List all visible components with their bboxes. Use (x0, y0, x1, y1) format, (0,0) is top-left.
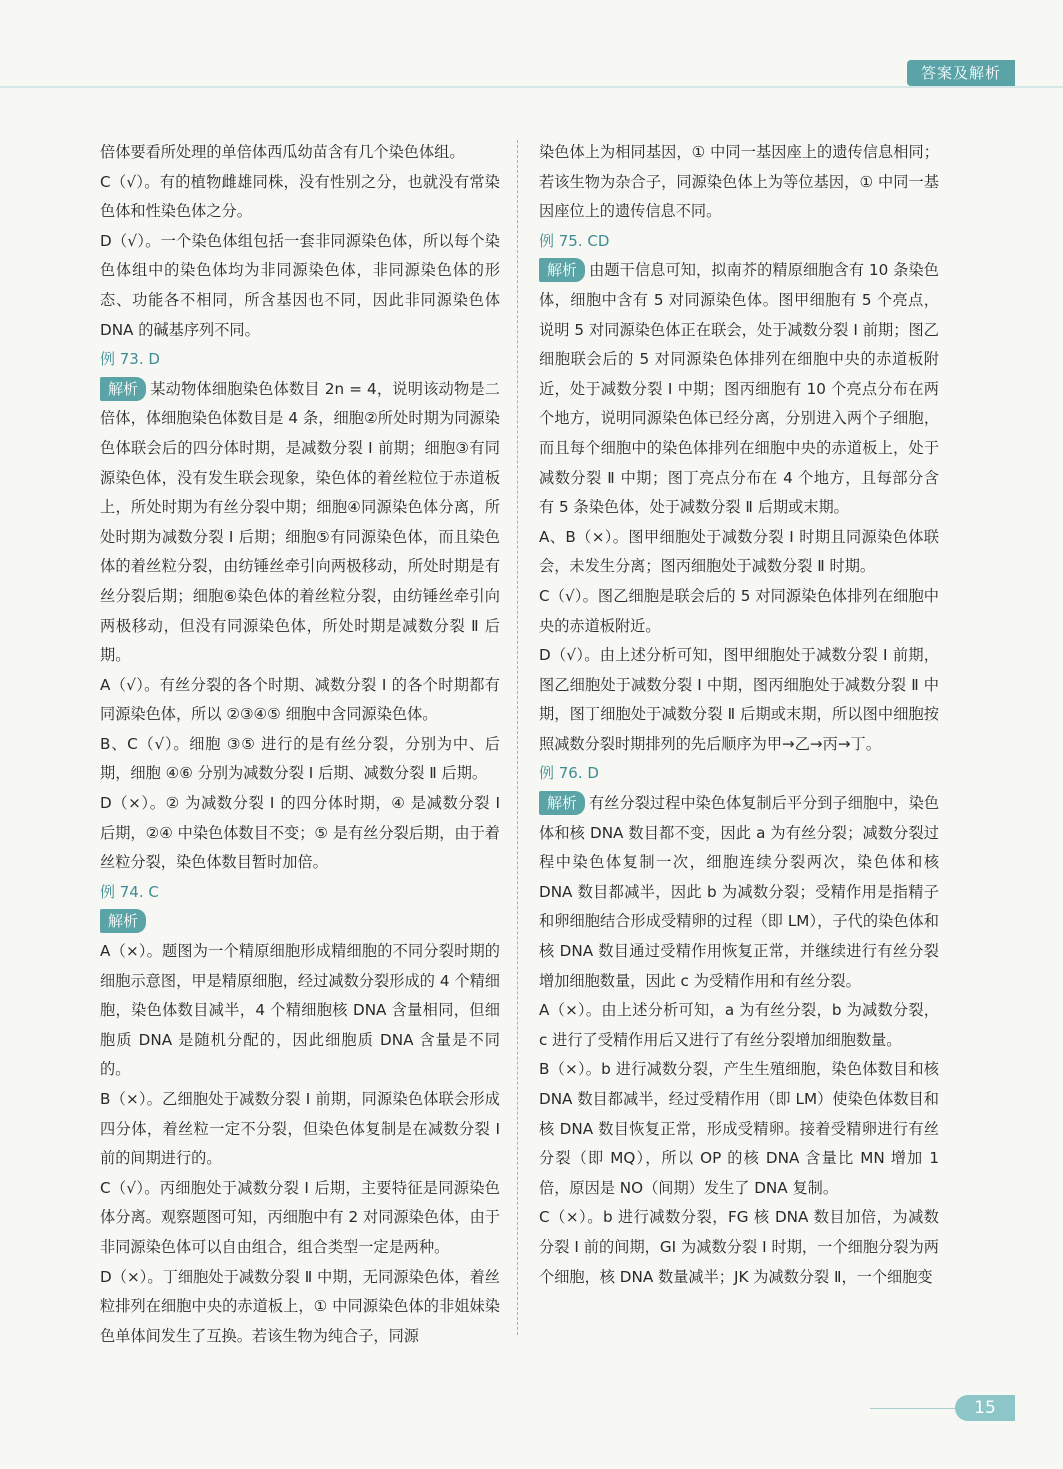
analysis-tag: 解析 (539, 258, 585, 282)
analysis-paragraph (539, 789, 939, 996)
example-answer: 例 76. D (539, 764, 599, 783)
paragraph: D（×）。② 为减数分裂 Ⅰ 的四分体时期，④ 是减数分裂 Ⅰ 后期，②④ 中染色体数目不变；⑤ 是有丝分裂后期，由于着丝粒分裂，染色体数目暂时加倍。 (100, 794, 500, 872)
paragraph: B（×）。乙细胞处于减数分裂 Ⅰ 前期，同源染色体联会形成四分体，着丝粒一定不分裂，但染色体复制是在减数分裂 Ⅰ 前的间期进行的。 (100, 1090, 500, 1168)
analysis-text: 有丝分裂过程中染色体复制后平分到子细胞中，染色体和核 DNA 数目都不变，因此 a 为有丝分裂；减数分裂过程中染色体复制一次，细胞连续分裂两次，染色体和核 DNA 数目都减半，因此 b 为减数分裂；受精作用是指精子和卵细胞结合形成受精卵的过程（即 LM），子代的染色体和核 DNA 数目通过受精作用恢复正常，并继续进行有丝分裂增加细胞数量，因此 c 为受精作用和有丝分裂。 (539, 794, 939, 990)
analysis-paragraph (539, 256, 939, 522)
paragraph: C（√）。图乙细胞是联会后的 5 对同源染色体排列在细胞中央的赤道板附近。 (539, 586, 939, 635)
analysis-paragraph (100, 375, 500, 671)
right-column (539, 138, 939, 1292)
analysis-paragraph (100, 907, 500, 937)
header-rule (0, 86, 1063, 88)
analysis-text: 某动物体细胞染色体数目 2n = 4，说明该动物是二倍体，体细胞染色体数目是 4 条，细胞②所处时期为同源染色体联会后的四分体时期，是减数分裂 Ⅰ 前期；细胞③有同源染色体，没有发生联会现象，染色体的着丝粒位于赤道板上，所处时期为有丝分裂中期；细胞④同源染色体分离，所处时期为减数分裂 Ⅰ 后期；细胞⑤有同源染色体，而且染色体的着丝粒分裂，由纺锤丝牵引向两极移动，所处时期是有丝分裂后期；细胞⑥染色体的着丝粒分裂，由纺锤丝牵引向两极移动，但没有同源染色体，所处时期是减数分裂 Ⅱ 后期。 (100, 379, 500, 665)
header-tab: 答案及解析 (907, 60, 1015, 86)
paragraph: A（×）。题图为一个精原细胞形成精细胞的不同分裂时期的细胞示意图，甲是精原细胞，经过减数分裂形成的 4 个精细胞，染色体数目减半，4 个精细胞核 DNA 含量相同，但细胞质 DNA 是随机分配的，因此细胞质 DNA 含量是不同的。 (100, 942, 500, 1079)
paragraph: D（√）。一个染色体组包括一套非同源染色体，所以每个染色体组中的染色体均为非同源染色体，非同源染色体的形态、功能各不相同，所含基因也不同，因此非同源染色体 DNA 的碱基序列不同。 (100, 231, 500, 339)
page-number: 15 (955, 1395, 1015, 1421)
paragraph: A、B（×）。图甲细胞处于减数分裂 Ⅰ 时期且同源染色体联会，未发生分离；图丙细胞处于减数分裂 Ⅱ 时期。 (539, 527, 939, 576)
analysis-text: 由题干信息可知，拟南芥的精原细胞含有 10 条染色体，细胞中含有 5 对同源染色体。图甲细胞有 5 个亮点，说明 5 对同源染色体正在联会，处于减数分裂 Ⅰ 前期；图乙细胞联会后的 5 对同源染色体排列在细胞中央的赤道板附近，处于减数分裂 Ⅰ 中期；图丙细胞有 10 个亮点分布在两个地方，说明同源染色体已经分离，分别进入两个子细胞，而且每个细胞中的染色体排列在细胞中央的赤道板上，处于减数分裂 Ⅱ 中期；图丁亮点分布在 4 个地方，且每部分含有 5 条染色体，处于减数分裂 Ⅱ 后期或末期。 (539, 261, 939, 517)
example-answer: 例 74. C (100, 882, 159, 901)
analysis-tag: 解析 (539, 791, 585, 815)
example-answer: 例 75. CD (539, 231, 610, 250)
left-column (100, 138, 500, 1351)
paragraph: C（√）。丙细胞处于减数分裂 Ⅰ 后期，主要特征是同源染色体分离。观察题图可知，丙细胞中有 2 对同源染色体，由于非同源染色体可以自由组合，组合类型一定是两种。 (100, 1178, 500, 1256)
analysis-tag: 解析 (100, 377, 146, 401)
example-answer: 例 73. D (100, 350, 160, 369)
column-divider (517, 140, 518, 1335)
paragraph: A（×）。由上述分析可知，a 为有丝分裂，b 为减数分裂，c 进行了受精作用后又进行了有丝分裂增加细胞数量。 (539, 1001, 939, 1049)
paragraph: A（√）。有丝分裂的各个时期、减数分裂 Ⅰ 的各个时期都有同源染色体，所以 ②③④⑤ 细胞中含同源染色体。 (100, 675, 500, 724)
paragraph: 倍体要看所处理的单倍体西瓜幼苗含有几个染色体组。 (100, 143, 465, 161)
paragraph: 染色体上为相同基因，① 中同一基因座上的遗传信息相同；若该生物为杂合子，同源染色体上为等位基因，① 中同一基因座位上的遗传信息不同。 (539, 143, 939, 221)
paragraph: B、C（√）。细胞 ③⑤ 进行的是有丝分裂，分别为中、后期，细胞 ④⑥ 分别为减数分裂 Ⅰ 后期、减数分裂 Ⅱ 后期。 (100, 734, 500, 783)
paragraph: C（√）。有的植物雌雄同株，没有性别之分，也就没有常染色体和性染色体之分。 (100, 172, 500, 221)
paragraph: D（×）。丁细胞处于减数分裂 Ⅱ 中期，无同源染色体，着丝粒排列在细胞中央的赤道板上，① 中同源染色体的非姐妹染色单体间发生了互换。若该生物为纯合子，同源 (100, 1267, 500, 1345)
paragraph: C（×）。b 进行减数分裂，FG 核 DNA 数目加倍，为减数分裂 Ⅰ 前的间期，GI 为减数分裂 Ⅰ 时期，一个细胞分裂为两个细胞，核 DNA 数量减半；JK 为减数分裂 Ⅱ，一个细胞变 (539, 1208, 939, 1286)
paragraph: D（√）。由上述分析可知，图甲细胞处于减数分裂 Ⅰ 前期，图乙细胞处于减数分裂 Ⅰ 中期，图丙细胞处于减数分裂 Ⅱ 中期，图丁细胞处于减数分裂 Ⅱ 后期或末期，所以图中细胞按照减数分裂时期排列的先后顺序为甲→乙→丙→丁。 (539, 646, 939, 753)
paragraph: B（×）。b 进行减数分裂，产生生殖细胞，染色体数目和核 DNA 数目都减半，经过受精作用（即 LM）使染色体数目和核 DNA 数目恢复正常，形成受精卵。接着受精卵进行有丝分裂（即 MQ），所以 OP 的核 DNA 含量比 MN 增加 1 倍，原因是 NO（间期）发生了 DNA 复制。 (539, 1060, 939, 1197)
analysis-tag: 解析 (100, 909, 146, 933)
